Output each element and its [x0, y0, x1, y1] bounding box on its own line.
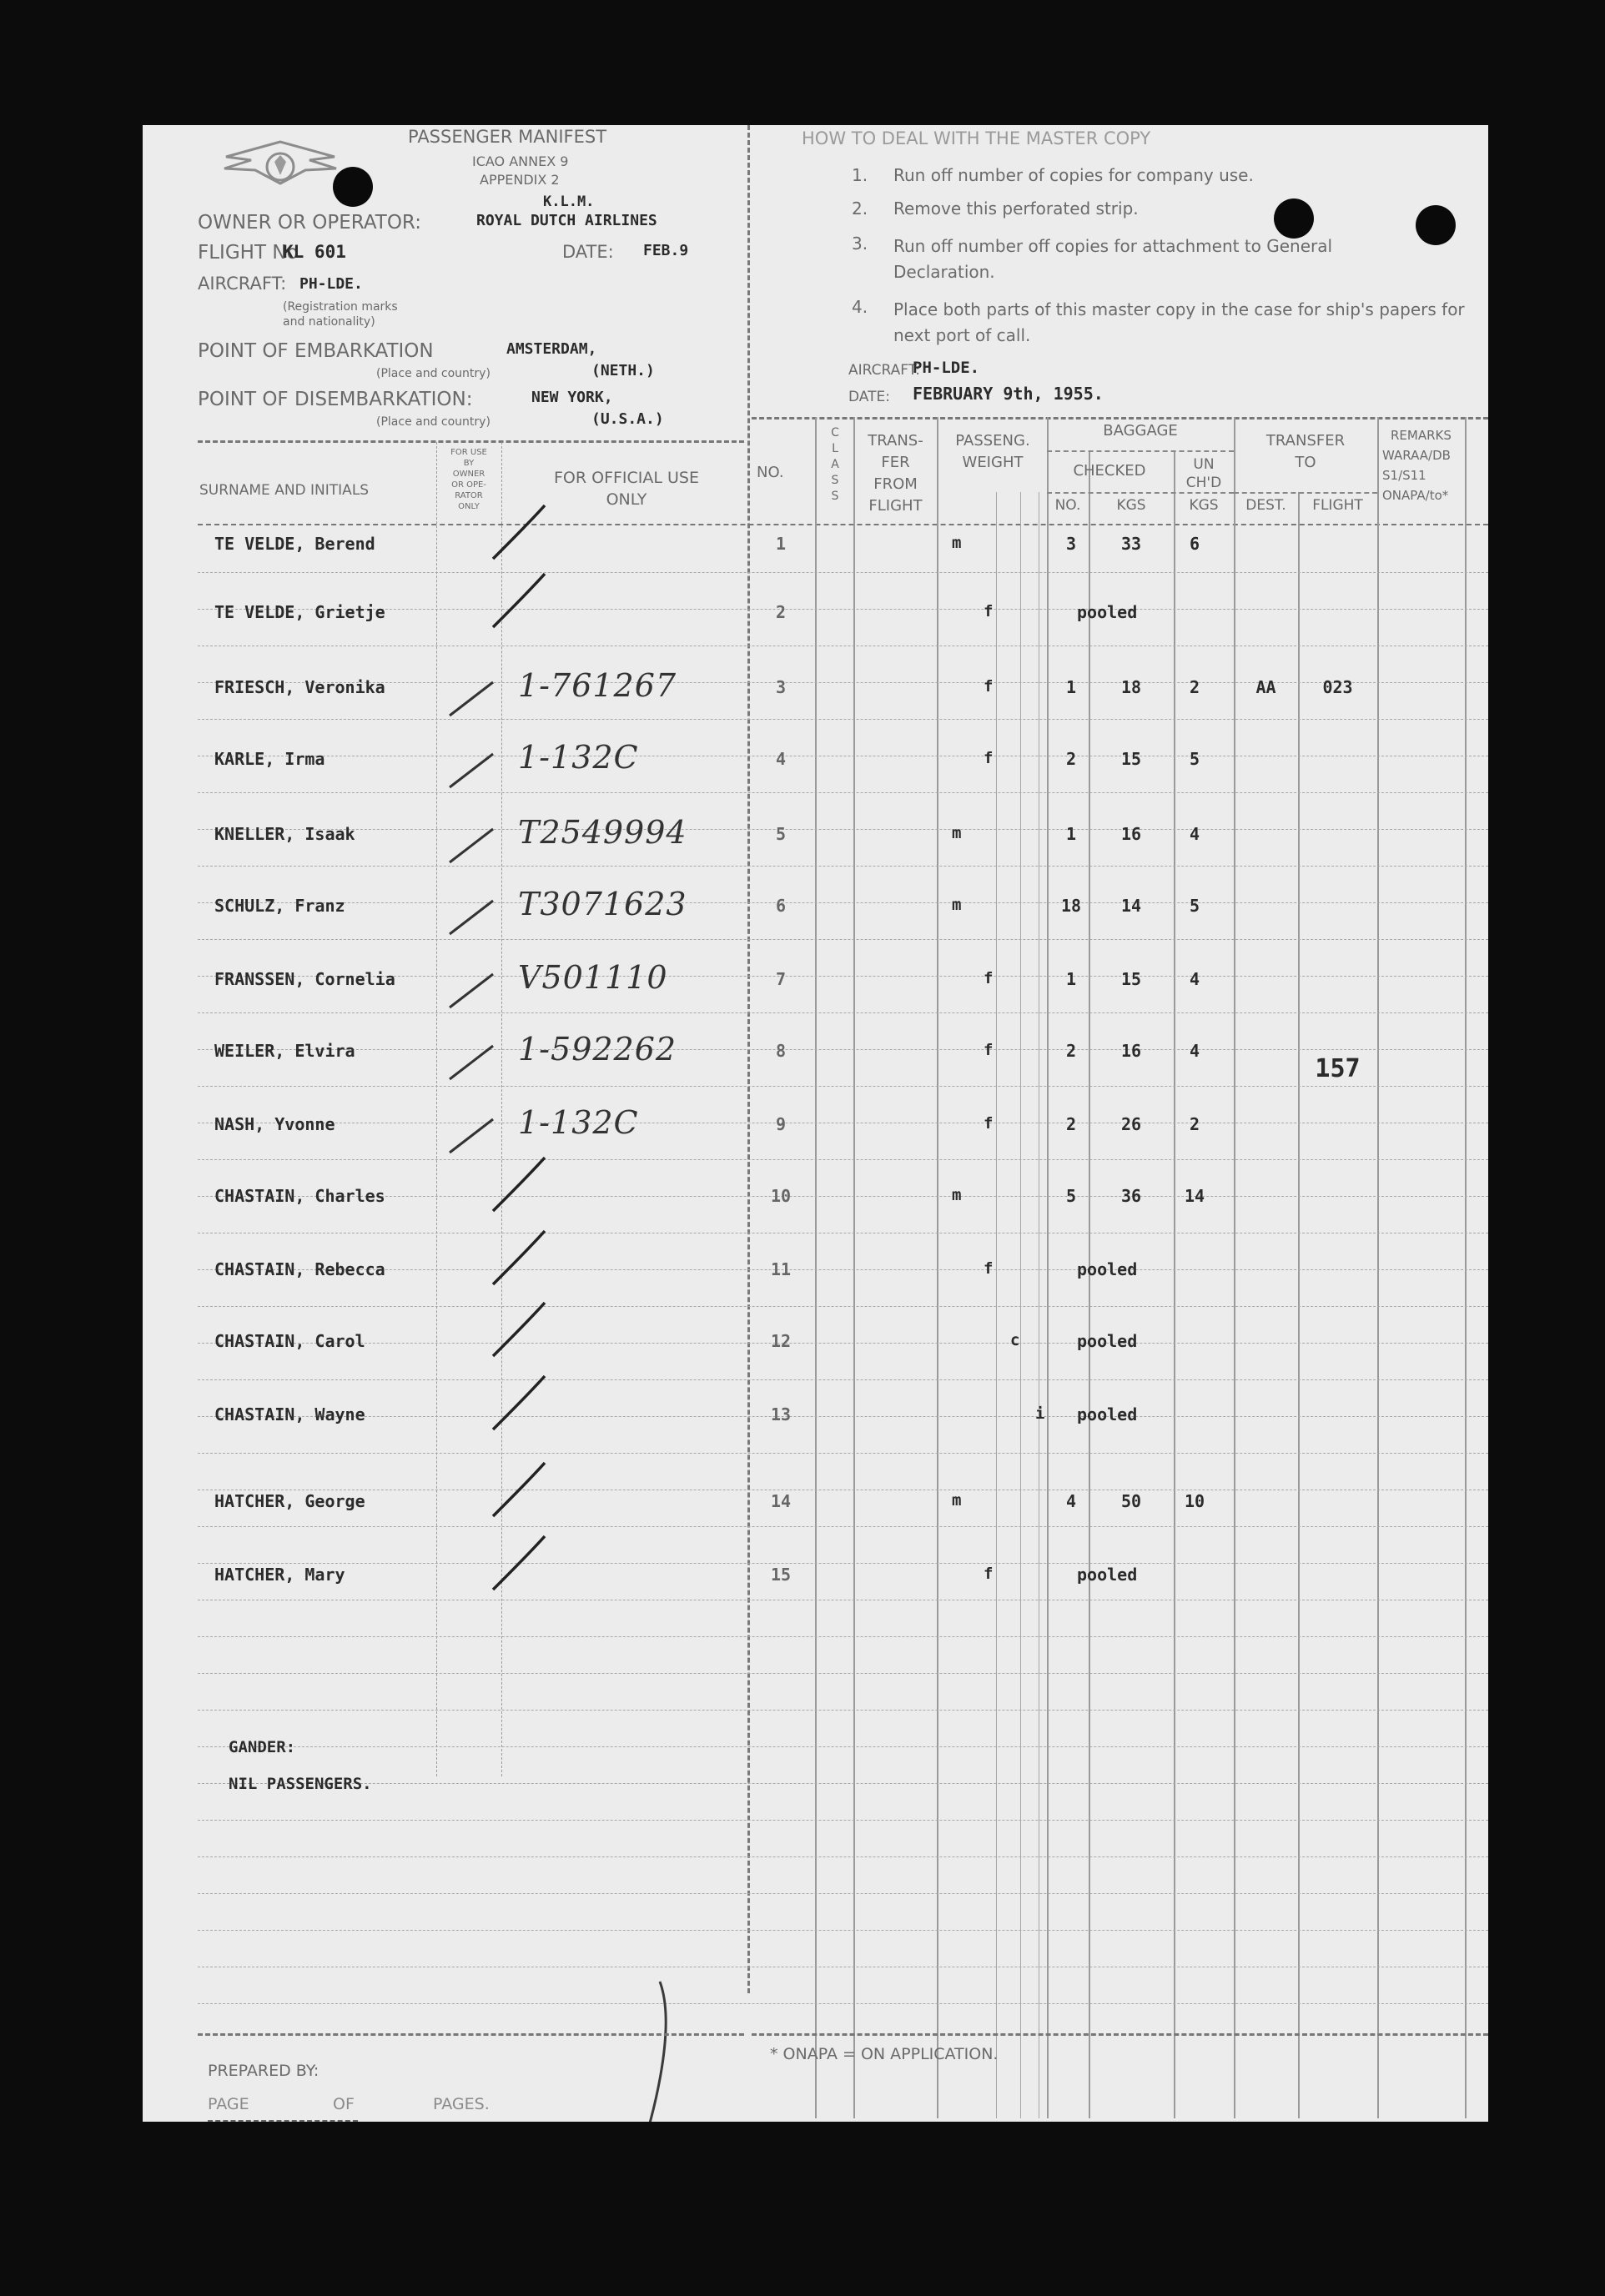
- check-mark-icon: [443, 737, 510, 804]
- passenger-number: 8: [775, 1041, 787, 1061]
- row-rule: [198, 1306, 1488, 1307]
- instructions-heading: HOW TO DEAL WITH THE MASTER COPY: [802, 128, 1151, 148]
- baggage-pooled: pooled: [1077, 1259, 1138, 1279]
- passenger-sex: c: [1010, 1331, 1020, 1349]
- unchecked-kgs: 10: [1184, 1491, 1205, 1511]
- col-dest-header: DEST.: [1245, 497, 1286, 514]
- baggage-kgs: 16: [1120, 1041, 1142, 1061]
- row-rule: [198, 1269, 1488, 1270]
- check-mark-icon: [443, 957, 510, 1024]
- passenger-name: WEILER, Elvira: [214, 1041, 355, 1061]
- page-label: PAGE: [208, 2095, 249, 2113]
- row-rule: [198, 939, 1488, 940]
- row-rule: [198, 1563, 1488, 1564]
- check-mark-icon: [443, 884, 510, 951]
- passenger-number: 14: [770, 1491, 792, 1511]
- col-line: [436, 442, 437, 1776]
- baggage-kgs: 14: [1120, 896, 1142, 916]
- passenger-number: 12: [770, 1331, 792, 1351]
- instructions-date-value: FEBRUARY 9th, 1955.: [913, 384, 1104, 404]
- row-rule: [198, 1673, 1488, 1674]
- passenger-name: CHASTAIN, Carol: [214, 1331, 365, 1351]
- col-surname-header: SURNAME AND INITIALS: [199, 482, 370, 499]
- disembark-label: POINT OF DISEMBARKATION:: [198, 389, 473, 410]
- embark-country: (NETH.): [591, 362, 655, 379]
- col-no-header: NO.: [757, 464, 784, 481]
- baggage-subrule: [1047, 450, 1234, 452]
- passenger-name: KARLE, Irma: [214, 749, 325, 769]
- instruction-1-text: Run off number of copies for company use.: [893, 165, 1254, 185]
- baggage-pieces: 5: [1065, 1186, 1077, 1206]
- passenger-sex: m: [952, 896, 962, 914]
- passenger-name: TE VELDE, Berend: [214, 534, 375, 554]
- header-rule-left: [198, 440, 744, 443]
- note-line-1: GANDER:: [229, 1738, 296, 1756]
- passenger-number: 4: [775, 749, 787, 769]
- form-appendix: APPENDIX 2: [480, 172, 560, 188]
- instruction-1-num: 1.: [852, 165, 868, 185]
- check-mark-icon: [485, 1531, 551, 1598]
- instruction-2-text: Remove this perforated strip.: [893, 198, 1139, 219]
- col-flight-header: FLIGHT: [1312, 497, 1363, 514]
- row-rule: [198, 1856, 1488, 1857]
- baggage-kgs: 16: [1120, 824, 1142, 844]
- baggage-pieces: 1: [1065, 677, 1077, 697]
- passenger-name: HATCHER, Mary: [214, 1565, 345, 1585]
- col-line: [1377, 417, 1379, 2118]
- passenger-name: NASH, Yvonne: [214, 1114, 335, 1134]
- row-rule: [198, 1893, 1488, 1894]
- col-class-header: C L A S S: [831, 426, 839, 503]
- aircraft-value: PH-LDE.: [299, 275, 363, 293]
- baggage-pooled: pooled: [1077, 1404, 1138, 1424]
- baggage-kgs: 15: [1120, 749, 1142, 769]
- check-mark-icon: [485, 1458, 551, 1525]
- klm-wings-logo-icon: [218, 133, 343, 192]
- check-mark-icon: [485, 1298, 551, 1364]
- baggage-pieces: 2: [1065, 749, 1077, 769]
- row-rule: [198, 719, 1488, 720]
- passenger-number: 5: [775, 824, 787, 844]
- date-value: FEB.9: [643, 242, 689, 259]
- row-rule: [198, 1930, 1488, 1931]
- aircraft-note-2: and nationality): [283, 315, 375, 329]
- baggage-kgs: 18: [1120, 677, 1142, 697]
- official-use-number: T3071623: [518, 886, 687, 922]
- col-remarks-header: REMARKS WARAA/DB S1/S11 ONAPA/to*: [1382, 428, 1452, 503]
- passenger-sex: m: [952, 1491, 962, 1510]
- baggage-kgs: 36: [1120, 1186, 1142, 1206]
- passenger-number: 11: [770, 1259, 792, 1279]
- passenger-sex: f: [984, 1565, 994, 1583]
- col-line: [853, 417, 855, 2118]
- row-rule: [198, 866, 1488, 867]
- unchecked-kgs: 2: [1189, 677, 1200, 697]
- instructions-aircraft-value: PH-LDE.: [913, 359, 980, 377]
- passenger-sex: m: [952, 1186, 962, 1204]
- col-line: [1465, 417, 1467, 2118]
- passenger-number: 6: [775, 896, 787, 916]
- col-owner-use-header: FOR USE BY OWNER OR OPE- RATOR ONLY: [450, 448, 487, 511]
- passenger-sex: f: [984, 1259, 994, 1278]
- col-baggage-header: BAGGAGE: [1103, 422, 1178, 440]
- row-rule: [198, 1526, 1488, 1527]
- transfer-dest: AA: [1255, 677, 1276, 697]
- instruction-4-text: Place both parts of this master copy in the case for ship's papers for next port of call.: [893, 299, 1465, 345]
- passenger-sex: f: [984, 1041, 994, 1059]
- operator-label: OWNER OR OPERATOR:: [198, 212, 421, 234]
- passenger-name: CHASTAIN, Charles: [214, 1186, 385, 1206]
- passenger-name: CHASTAIN, Wayne: [214, 1404, 365, 1424]
- check-mark-icon: [443, 812, 510, 879]
- unchecked-kgs: 5: [1189, 896, 1200, 916]
- check-mark-icon: [485, 1153, 551, 1219]
- passenger-name: FRANSSEN, Cornelia: [214, 969, 395, 989]
- col-passeng-weight-header: PASSENG. WEIGHT: [955, 432, 1030, 471]
- footer-dash: [208, 2120, 358, 2122]
- check-mark-icon: [485, 1226, 551, 1293]
- unchecked-kgs: 14: [1184, 1186, 1205, 1206]
- baggage-subrule: [1047, 492, 1234, 494]
- unchecked-kgs: 5: [1189, 749, 1200, 769]
- row-rule: [198, 572, 1488, 573]
- passenger-number: 10: [770, 1186, 792, 1206]
- row-rule: [198, 1196, 1488, 1197]
- footer-rule-right: [752, 2033, 1488, 2036]
- col-line: [996, 492, 997, 2118]
- row-rule: [198, 1086, 1488, 1087]
- form-title: PASSENGER MANIFEST: [408, 127, 607, 147]
- disembark-place-note: (Place and country): [376, 415, 491, 429]
- passenger-sex: m: [952, 534, 962, 552]
- passenger-number: 2: [775, 602, 787, 622]
- check-mark-icon: [485, 1371, 551, 1438]
- row-rule: [198, 1783, 1488, 1784]
- passenger-number: 9: [775, 1114, 787, 1134]
- row-rule: [198, 1416, 1488, 1417]
- punch-hole: [1416, 205, 1456, 245]
- row-rule: [198, 829, 1488, 830]
- baggage-pieces: 18: [1060, 896, 1082, 916]
- passenger-sex: f: [984, 749, 994, 767]
- row-rule: [198, 1159, 1488, 1160]
- transfer-flight: 157: [1315, 1054, 1361, 1083]
- official-use-number: 1-132C: [518, 1104, 639, 1141]
- official-use-number: 1-761267: [518, 667, 677, 704]
- passenger-name: SCHULZ, Franz: [214, 896, 345, 916]
- flight-label: FLIGHT No: [198, 242, 299, 264]
- instruction-2-num: 2.: [852, 198, 868, 219]
- operator-value: ROYAL DUTCH AIRLINES: [476, 212, 657, 229]
- col-line: [1089, 450, 1090, 2118]
- passenger-sex: f: [984, 1114, 994, 1133]
- pen-stroke-mark: [576, 1977, 677, 2122]
- col-bag-no-header: NO.: [1054, 497, 1081, 514]
- passenger-name: CHASTAIN, Rebecca: [214, 1259, 385, 1279]
- unchecked-kgs: 4: [1189, 1041, 1200, 1061]
- row-rule: [198, 1379, 1488, 1380]
- row-rule: [198, 1049, 1488, 1050]
- baggage-pieces: 2: [1065, 1041, 1077, 1061]
- passenger-name: FRIESCH, Veronika: [214, 677, 385, 697]
- pages-label: PAGES.: [433, 2095, 490, 2113]
- col-line: [1174, 450, 1175, 2118]
- row-rule: [198, 609, 1488, 610]
- col-unchd-header: UN CH'D: [1185, 456, 1222, 491]
- aircraft-note-1: (Registration marks: [283, 300, 398, 314]
- embark-value: AMSTERDAM,: [506, 340, 597, 358]
- official-use-number: 1-592262: [518, 1031, 677, 1068]
- baggage-pieces: 2: [1065, 1114, 1077, 1134]
- check-mark-icon: [485, 500, 551, 567]
- punch-hole: [333, 167, 373, 207]
- onapa-footnote: * ONAPA = ON APPLICATION.: [770, 2045, 999, 2063]
- baggage-pieces: 1: [1065, 969, 1077, 989]
- unchecked-kgs: 6: [1189, 534, 1200, 554]
- unchecked-kgs: 4: [1189, 824, 1200, 844]
- passenger-name: TE VELDE, Grietje: [214, 602, 385, 622]
- row-rule: [198, 1636, 1488, 1637]
- passenger-sex: f: [984, 969, 994, 987]
- official-use-number: V501110: [518, 959, 668, 996]
- baggage-pooled: pooled: [1077, 1331, 1138, 1351]
- row-rule: [198, 1820, 1488, 1821]
- disembark-value: NEW YORK,: [531, 389, 613, 406]
- aircraft-label: AIRCRAFT:: [198, 274, 287, 294]
- row-rule: [198, 1453, 1488, 1454]
- baggage-pooled: pooled: [1077, 602, 1138, 622]
- col-line: [815, 417, 817, 2118]
- passenger-number: 1: [775, 534, 787, 554]
- prepared-by-label: PREPARED BY:: [208, 2062, 319, 2080]
- row-rule: [198, 1710, 1488, 1711]
- passenger-sex: f: [984, 602, 994, 620]
- instruction-3-text: Run off number off copies for attachment to General Declaration.: [893, 236, 1333, 282]
- form-annex: ICAO ANNEX 9: [472, 153, 569, 169]
- check-mark-icon: [443, 666, 510, 732]
- baggage-kgs: 33: [1120, 534, 1142, 554]
- instruction-3-num: 3.: [852, 234, 868, 254]
- footer-rule-left: [198, 2033, 744, 2036]
- transfer-subrule: [1234, 492, 1377, 494]
- col-line: [1047, 417, 1049, 2118]
- column-header-bottom-rule: [198, 524, 1488, 525]
- unchecked-kgs: 4: [1189, 969, 1200, 989]
- passenger-sex: i: [1035, 1404, 1045, 1423]
- row-rule: [198, 1343, 1488, 1344]
- passenger-number: 13: [770, 1404, 792, 1424]
- of-label: OF: [333, 2095, 355, 2113]
- col-official-header: FOR OFFICIAL USE ONLY: [553, 469, 699, 509]
- col-unchd-kgs-header: KGS: [1189, 497, 1219, 514]
- baggage-kgs: 15: [1120, 969, 1142, 989]
- row-rule: [198, 2003, 1488, 2004]
- col-transfer-from-header: TRANS- FER FROM FLIGHT: [868, 432, 923, 515]
- passenger-number: 15: [770, 1565, 792, 1585]
- col-line: [937, 417, 938, 2118]
- row-rule: [198, 1746, 1488, 1747]
- instruction-4-num: 4.: [852, 297, 868, 317]
- note-line-2: NIL PASSENGERS.: [229, 1775, 372, 1793]
- date-label: DATE:: [562, 242, 614, 262]
- col-kgs-header: KGS: [1116, 497, 1146, 514]
- check-mark-icon: [443, 1029, 510, 1096]
- col-line: [1234, 417, 1235, 2118]
- instructions-date-label: DATE:: [848, 389, 890, 405]
- baggage-pieces: 4: [1065, 1491, 1077, 1511]
- operator-short: K.L.M.: [543, 193, 595, 210]
- embark-label: POINT OF EMBARKATION: [198, 340, 434, 362]
- baggage-pieces: 1: [1065, 824, 1077, 844]
- passenger-sex: m: [952, 824, 962, 842]
- flight-value: KL 601: [283, 242, 346, 262]
- col-transfer-to-header: TRANSFER TO: [1265, 432, 1346, 471]
- perforation-line: [747, 125, 750, 1993]
- passenger-name: HATCHER, George: [214, 1491, 365, 1511]
- passenger-number: 7: [775, 969, 787, 989]
- manifest-sheet: [143, 125, 1488, 2122]
- col-checked-header: CHECKED: [1073, 462, 1146, 480]
- row-rule: [198, 792, 1488, 793]
- col-line: [1298, 492, 1300, 2118]
- baggage-pooled: pooled: [1077, 1565, 1138, 1585]
- passenger-name: KNELLER, Isaak: [214, 824, 355, 844]
- unchecked-kgs: 2: [1189, 1114, 1200, 1134]
- passenger-number: 3: [775, 677, 787, 697]
- disembark-country: (U.S.A.): [591, 410, 664, 428]
- official-use-number: T2549994: [518, 814, 687, 851]
- official-use-number: 1-132C: [518, 739, 639, 776]
- passenger-sex: f: [984, 677, 994, 696]
- embark-place-note: (Place and country): [376, 367, 491, 380]
- row-rule: [198, 902, 1488, 903]
- transfer-flight: 023: [1322, 677, 1353, 697]
- baggage-pieces: 3: [1065, 534, 1077, 554]
- baggage-kgs: 26: [1120, 1114, 1142, 1134]
- instructions-aircraft-label: AIRCRAFT:: [848, 362, 920, 379]
- row-rule: [198, 1012, 1488, 1013]
- col-line: [1020, 492, 1021, 2118]
- check-mark-icon: [485, 569, 551, 636]
- baggage-kgs: 50: [1120, 1491, 1142, 1511]
